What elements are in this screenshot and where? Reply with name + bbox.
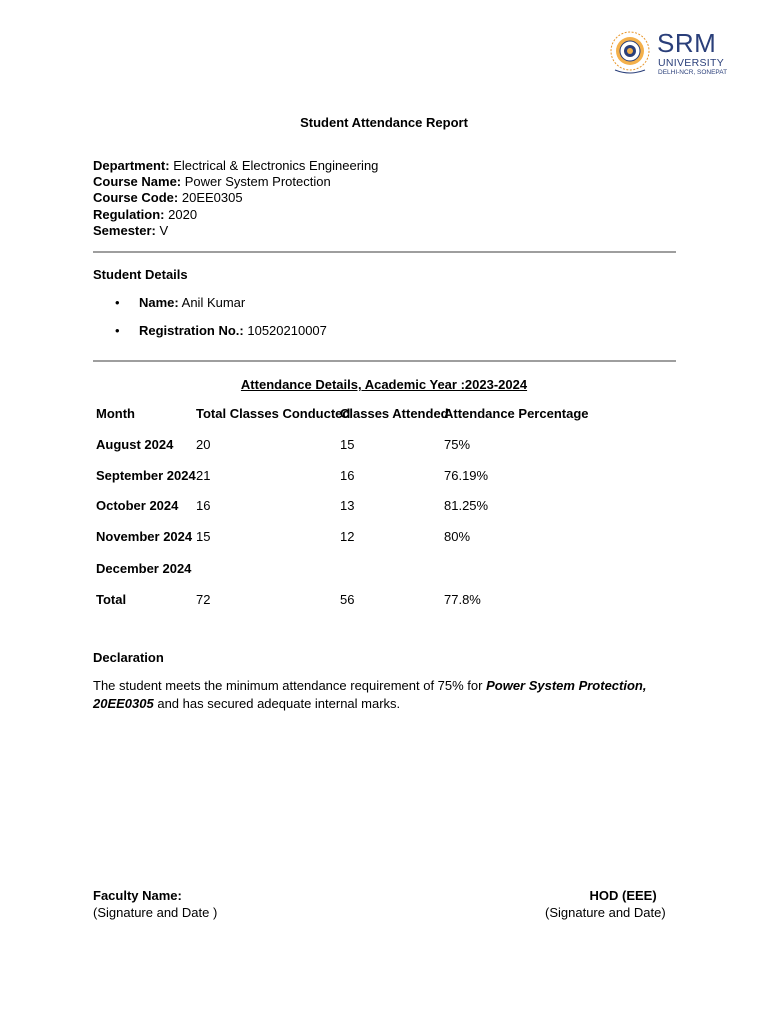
attendance-heading: Attendance Details, Academic Year :2023-2024 — [240, 377, 528, 392]
declaration-text-end: and has secured adequate internal marks. — [153, 696, 401, 711]
sun-emblem-icon — [609, 30, 655, 76]
conducted-cell: 16 — [196, 498, 211, 513]
department-line — [93, 158, 378, 174]
conducted-cell: 21 — [196, 468, 211, 483]
declaration-course-emphasis: Power System Protection, 20EE0305 — [93, 678, 647, 711]
department-value: Electrical & Electronics Engineering — [173, 158, 379, 173]
column-header: Classes Attended — [340, 406, 449, 421]
conducted-cell: 72 — [196, 592, 211, 607]
attended-cell: 56 — [340, 592, 355, 607]
student-name-value: Anil Kumar — [181, 295, 246, 310]
semester-value: V — [159, 222, 169, 238]
registration-item — [139, 323, 327, 338]
month-cell: August 2024 — [96, 437, 174, 452]
semester-line — [93, 223, 378, 239]
student-name-item — [139, 295, 245, 310]
month-cell: November 2024 — [96, 529, 193, 544]
month-cell: Total — [96, 592, 127, 607]
column-header: Attendance Percentage — [444, 406, 589, 421]
faculty-signature-line: (Signature and Date ) — [93, 905, 218, 920]
student-name-label: Name: — [139, 295, 179, 310]
department-label: Department: — [93, 158, 170, 173]
logo-subtitle: UNIVERSITY — [658, 57, 725, 69]
course-code-label: Course Code: — [93, 190, 179, 206]
bullet-icon: • — [115, 295, 120, 310]
attended-cell: 13 — [340, 498, 355, 513]
regulation-value: 2020 — [168, 206, 198, 222]
hod-signature-line: (Signature and Date) — [545, 905, 666, 920]
declaration-text — [93, 677, 653, 713]
course-code-value: 20EE0305 — [181, 190, 243, 206]
percentage-cell: 77.8% — [444, 592, 481, 607]
attended-cell: 16 — [340, 468, 355, 483]
hod-signature-block — [545, 887, 666, 921]
faculty-name-label: Faculty Name: — [93, 888, 182, 903]
column-header: Month — [96, 406, 135, 421]
hod-label: HOD (EEE) — [589, 888, 657, 903]
divider — [93, 251, 676, 253]
declaration-heading: Declaration — [93, 650, 164, 665]
faculty-signature-block — [93, 887, 217, 921]
percentage-cell: 80% — [444, 529, 471, 544]
semester-label: Semester: — [93, 222, 156, 238]
logo-location: DELHI-NCR, SONEPAT — [658, 69, 728, 76]
percentage-cell: 75% — [444, 437, 471, 452]
registration-label: Registration No.: — [139, 323, 244, 338]
course-name-label: Course Name: — [93, 174, 182, 190]
course-info — [93, 158, 378, 239]
percentage-cell: 76.19% — [444, 468, 489, 483]
conducted-cell: 20 — [196, 437, 211, 452]
attended-cell: 12 — [340, 529, 355, 544]
conducted-cell: 15 — [196, 529, 211, 544]
month-cell: December 2024 — [96, 561, 192, 576]
student-details-heading: Student Details — [93, 267, 188, 282]
course-name-value: Power System Protection — [184, 174, 331, 190]
course-code-line — [93, 190, 378, 206]
month-cell: September 2024 — [96, 468, 196, 483]
university-logo — [609, 30, 729, 78]
declaration-text-start: The student meets the minimum attendance requirement of 75% for — [93, 678, 487, 693]
month-cell: October 2024 — [96, 498, 179, 513]
report-title: Student Attendance Report — [300, 115, 468, 130]
regulation-label: Regulation: — [93, 206, 165, 222]
column-header: Total Classes Conducted — [196, 406, 351, 421]
registration-value: 10520210007 — [247, 323, 327, 338]
divider — [93, 360, 676, 362]
course-name-line — [93, 174, 378, 190]
bullet-icon: • — [115, 323, 120, 338]
attended-cell: 15 — [340, 437, 355, 452]
regulation-line — [93, 207, 378, 223]
percentage-cell: 81.25% — [444, 498, 489, 513]
logo-wordmark: SRM — [657, 28, 717, 58]
